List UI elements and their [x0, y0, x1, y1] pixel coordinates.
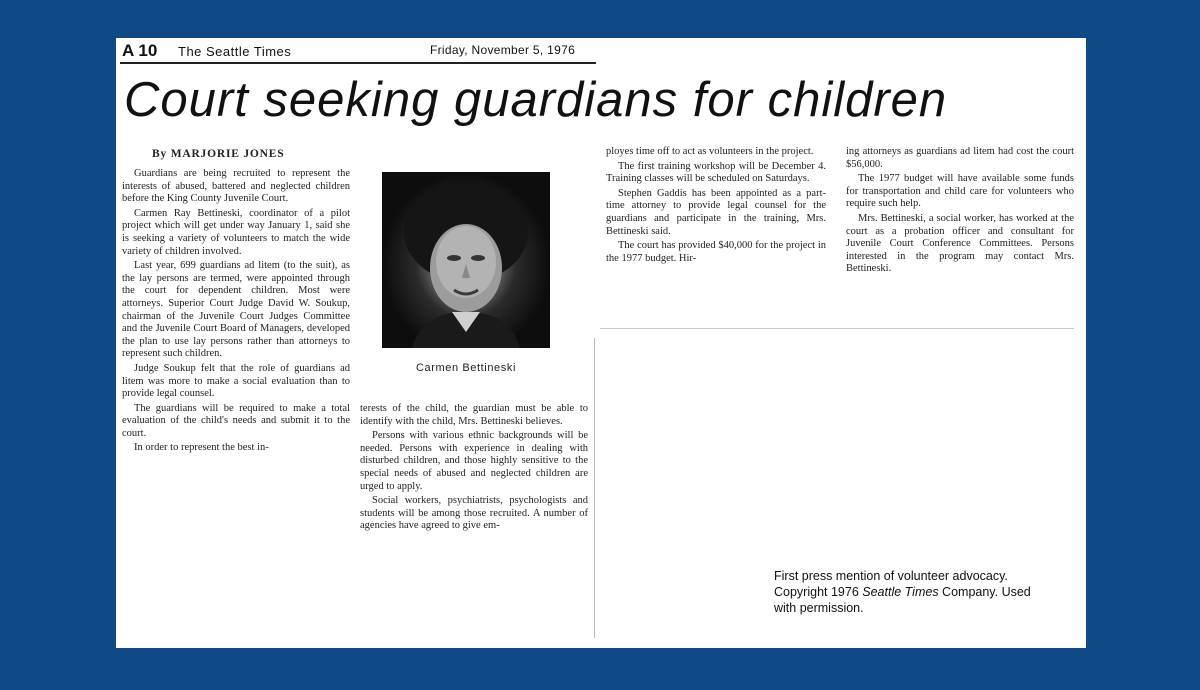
paragraph: Last year, 699 guardians ad litem (to the suit), as the lay persons are termed, were appointed through the court for dependent children. Most were attorneys. Superior Court Judge David W. Soukup, chairman of the Juvenile Court Judges Committee and the Juvenile Court Board of Managers, developed the plan to use lay persons rather than attorneys to represent such children.: [122, 260, 350, 360]
paragraph: Judge Soukup felt that the role of guardians ad litem was more to make a social evaluation than to provide legal counsel.: [122, 362, 350, 400]
credit-line-3: with permission.: [774, 601, 864, 615]
article-column-4: [846, 146, 1074, 278]
portrait-photo: [382, 172, 550, 348]
publication-date: Friday, November 5, 1976: [430, 43, 576, 57]
headline: Court seeking guardians for children: [124, 73, 948, 127]
article-column-3: [606, 146, 826, 267]
paragraph: In order to represent the best in-: [134, 442, 269, 454]
portrait-figure: [380, 172, 580, 374]
newspaper-name: The Seattle Times: [178, 44, 292, 59]
credit-text: Copyright 1976: [774, 585, 863, 599]
paragraph: The guardians will be required to make a total evaluation of the child's needs and submit it to the court.: [122, 402, 350, 439]
portrait-image-icon: [382, 172, 550, 348]
paragraph: The 1977 budget will have available some funds for transportation and child care for volunteers who require such help.: [846, 173, 1074, 210]
paragraph: The first training workshop will be December 4. Training classes will be scheduled on Saturdays.: [606, 160, 826, 185]
paragraph: Stephen Gaddis has been appointed as a part-time attorney to provide legal counsel for the guardians and participate in the training, Mrs. Bettineski said.: [606, 187, 826, 237]
paragraph: terests of the child, the guardian must be able to identify with the child, Mrs. Bettineski believes.: [360, 403, 588, 427]
image-credit: [774, 568, 1064, 616]
paragraph: ing attorneys as guardians ad litem had cost the court $56,000.: [846, 146, 1074, 170]
paragraph: Guardians are being recruited to represent the interests of abused, battered and neglected children before the King County Juvenile Court.: [122, 168, 350, 205]
credit-line-1: First press mention of volunteer advocacy.: [774, 569, 1008, 583]
article-column-2: [360, 403, 588, 535]
article-column-1: [122, 168, 350, 457]
paragraph: Carmen Ray Bettineski, coordinator of a pilot project which will get under way January 1, said she is seeking a variety of volunteers to match the wide variety of children involved.: [122, 207, 350, 257]
paragraph: Social workers, psychiatrists, psychologists and students will be among those recruited. A number of agencies have agreed to give em-: [360, 495, 588, 532]
column-divider-horizontal: [600, 328, 1074, 329]
paragraph: Mrs. Bettineski, a social worker, has worked at the court as a probation officer and consultant for Juvenile Court Conference Committees. Persons interested in the program may contact Mrs. Bettineski.: [846, 212, 1074, 275]
masthead: [120, 40, 596, 64]
paragraph: ployes time off to act as volunteers in the project.: [606, 146, 814, 157]
column-divider-vertical: [594, 338, 595, 638]
credit-text: Company. Used: [938, 585, 1031, 599]
credit-publication: Seattle Times: [862, 585, 939, 599]
photo-caption: Carmen Bettineski: [415, 362, 517, 374]
paragraph: The court has provided $40,000 for the project in the 1977 budget. Hir-: [606, 240, 826, 264]
newspaper-clipping: [116, 38, 1086, 648]
credit-line-2: [774, 584, 1064, 600]
page-number: A 10: [122, 41, 158, 60]
paragraph: Persons with various ethnic backgrounds will be needed. Persons with experience in dealing with disturbed children, and those highly sensitive to the special needs of abused and neglected children are urged to apply.: [360, 430, 588, 492]
byline: By MARJORIE JONES: [152, 148, 285, 160]
